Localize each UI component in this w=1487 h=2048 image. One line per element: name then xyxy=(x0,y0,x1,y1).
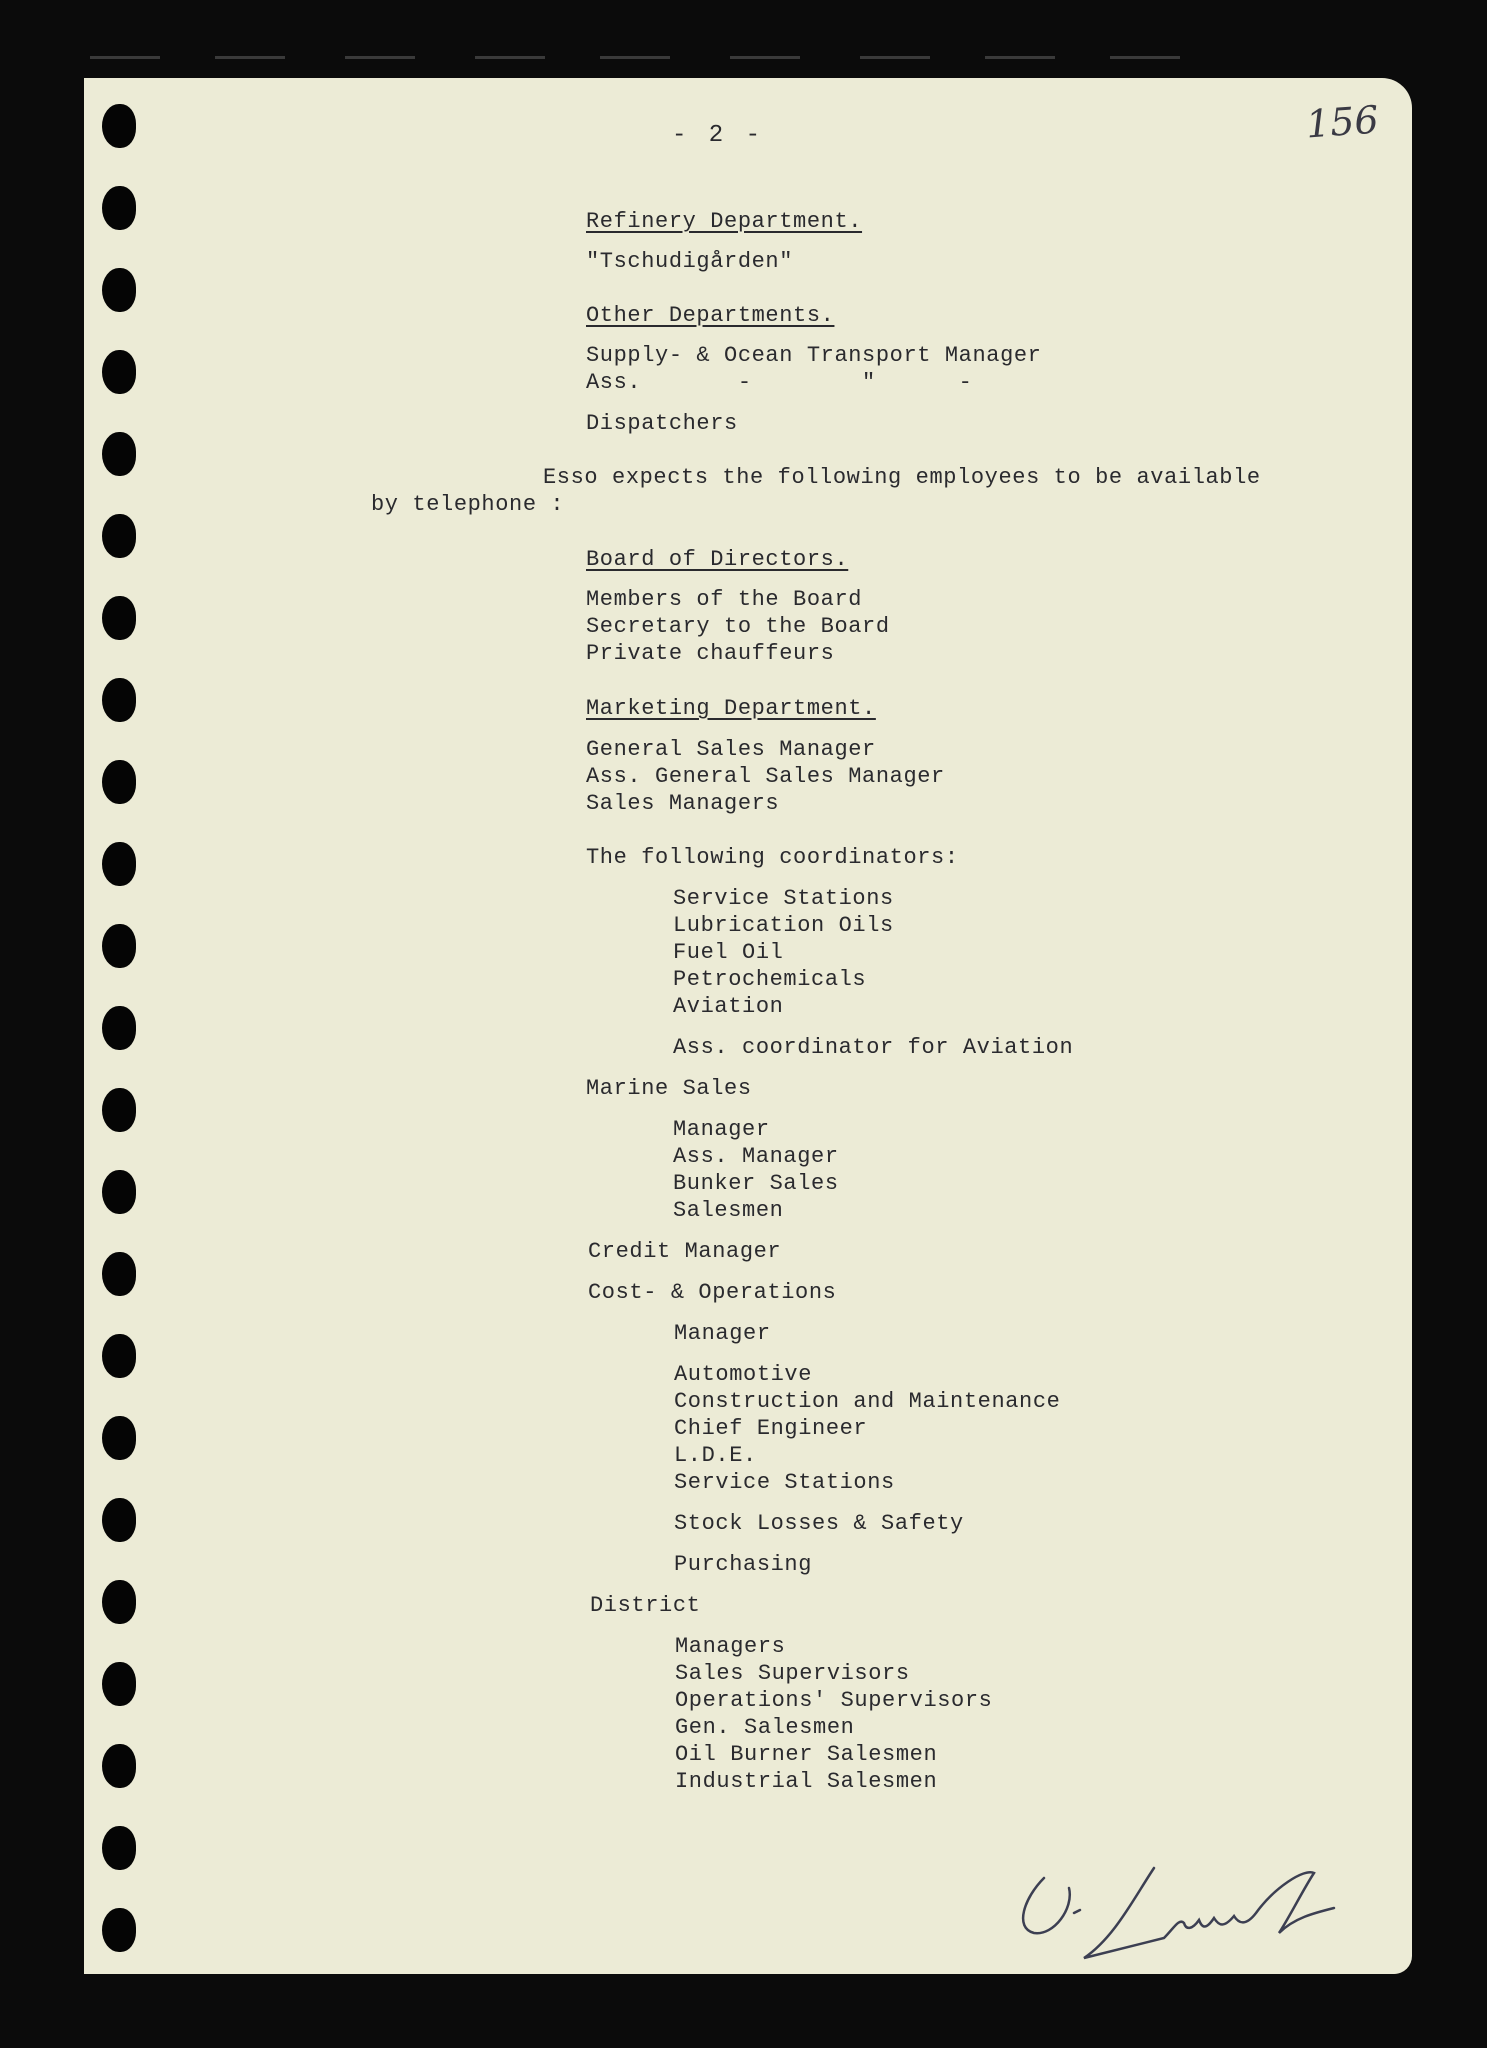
binder-hole xyxy=(102,514,136,558)
marine-item: Bunker Sales xyxy=(673,1171,839,1196)
binder-hole xyxy=(102,924,136,968)
binder-hole xyxy=(102,760,136,804)
binder-hole xyxy=(102,1498,136,1542)
board-item: Members of the Board xyxy=(586,587,863,612)
district-item: Managers xyxy=(675,1634,786,1659)
coordinator-item: Fuel Oil xyxy=(673,940,784,965)
binder-hole xyxy=(102,842,136,886)
binder-hole xyxy=(102,432,136,476)
binder-hole xyxy=(102,1006,136,1050)
binder-hole xyxy=(102,1908,136,1952)
binder-hole xyxy=(102,268,136,312)
marketing-item: Ass. General Sales Manager xyxy=(586,764,945,789)
coordinator-item: Lubrication Oils xyxy=(673,913,894,938)
board-item: Secretary to the Board xyxy=(586,614,890,639)
coordinators-label: The following coordinators: xyxy=(586,845,959,870)
top-edge-marks xyxy=(0,56,1487,62)
other-line: Supply- & Ocean Transport Manager xyxy=(586,343,1042,368)
cost-item: Chief Engineer xyxy=(674,1416,868,1441)
marine-item: Manager xyxy=(673,1117,770,1142)
binder-hole xyxy=(102,1170,136,1214)
cost-stock: Stock Losses & Safety xyxy=(674,1511,964,1536)
binder-hole xyxy=(102,596,136,640)
district-item: Operations' Supervisors xyxy=(675,1688,993,1713)
marketing-item: Sales Managers xyxy=(586,791,780,816)
board-heading: Board of Directors. xyxy=(586,547,849,572)
coordinator-item: Petrochemicals xyxy=(673,967,867,992)
binder-hole xyxy=(102,186,136,230)
cost-manager: Manager xyxy=(674,1321,771,1346)
binder-hole xyxy=(102,1416,136,1460)
signature-icon xyxy=(1014,1858,1374,1968)
district-item: Sales Supervisors xyxy=(675,1661,910,1686)
marketing-item: General Sales Manager xyxy=(586,737,876,762)
refinery-heading: Refinery Department. xyxy=(586,209,863,234)
binder-hole xyxy=(102,1252,136,1296)
binder-hole xyxy=(102,1744,136,1788)
district-item: Gen. Salesmen xyxy=(675,1715,855,1740)
district-heading: District xyxy=(590,1593,701,1618)
folio-number: 156 xyxy=(1304,97,1380,147)
marine-item: Ass. Manager xyxy=(673,1144,839,1169)
paper-sheet xyxy=(84,78,1412,1974)
other-line: Dispatchers xyxy=(586,411,738,436)
cost-heading: Cost- & Operations xyxy=(588,1280,837,1305)
binder-hole xyxy=(102,1826,136,1870)
board-item: Private chauffeurs xyxy=(586,641,835,666)
other-line: Ass. - " - xyxy=(586,370,973,395)
binder-hole xyxy=(102,1088,136,1132)
ass-coordinator: Ass. coordinator for Aviation xyxy=(673,1035,1074,1060)
cost-item: L.D.E. xyxy=(674,1443,757,1468)
cost-item: Construction and Maintenance xyxy=(674,1389,1061,1414)
credit-manager: Credit Manager xyxy=(588,1239,782,1264)
intro-line: Esso expects the following employees to be available xyxy=(543,465,1261,490)
other-heading: Other Departments. xyxy=(586,303,835,328)
coordinator-item: Service Stations xyxy=(673,886,894,911)
cost-purchasing: Purchasing xyxy=(674,1552,813,1577)
binder-hole xyxy=(102,1334,136,1378)
district-item: Industrial Salesmen xyxy=(675,1769,938,1794)
intro-line: by telephone : xyxy=(371,492,565,517)
binder-hole xyxy=(102,350,136,394)
binder-hole xyxy=(102,678,136,722)
cost-item: Service Stations xyxy=(674,1470,895,1495)
binder-hole xyxy=(102,1580,136,1624)
page-number: - 2 - xyxy=(672,122,765,149)
marine-item: Salesmen xyxy=(673,1198,784,1223)
cost-item: Automotive xyxy=(674,1362,813,1387)
binder-hole xyxy=(102,104,136,148)
binder-hole xyxy=(102,1662,136,1706)
district-item: Oil Burner Salesmen xyxy=(675,1742,938,1767)
coordinator-item: Aviation xyxy=(673,994,784,1019)
marine-heading: Marine Sales xyxy=(586,1076,752,1101)
refinery-item: "Tschudigården" xyxy=(586,249,794,274)
marketing-heading: Marketing Department. xyxy=(586,696,876,721)
